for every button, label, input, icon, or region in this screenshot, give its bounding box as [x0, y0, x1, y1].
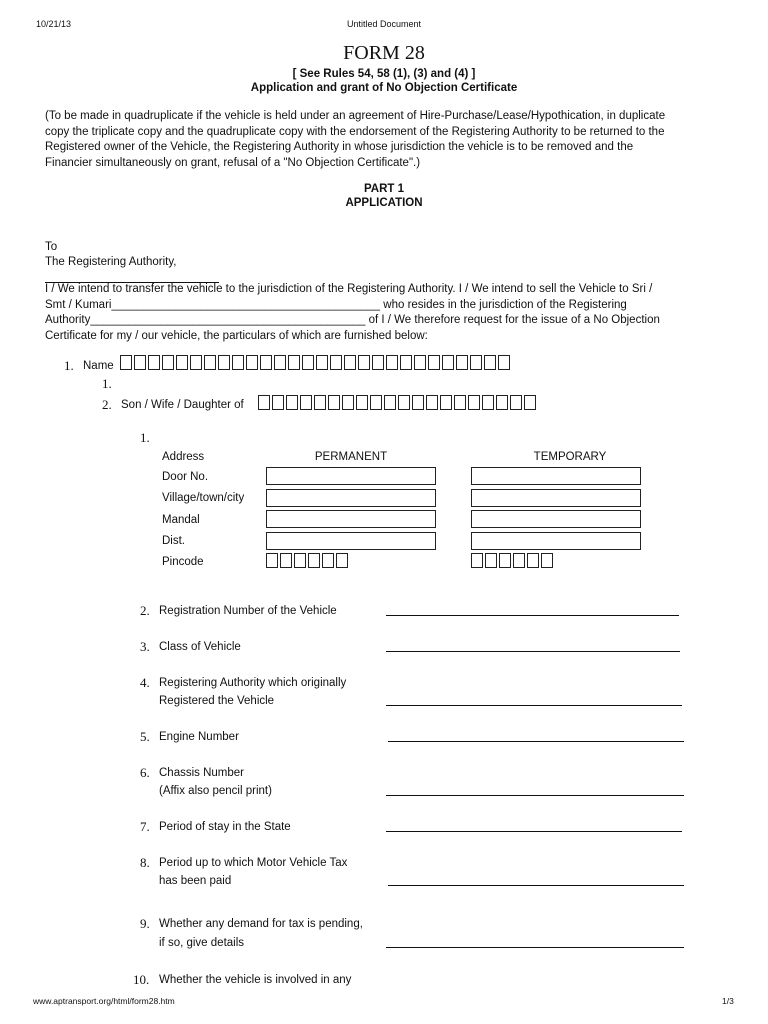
item-number: 3.: [140, 639, 150, 654]
item-number: 1.: [64, 358, 74, 373]
item-number: 2.: [102, 397, 112, 412]
authority-label: The Registering Authority,: [45, 256, 177, 268]
item-number: 4.: [140, 675, 150, 690]
body-line: Smt / Kumari__________________________________________ who resides in the jurisdiction of the Registering: [45, 298, 627, 311]
registration-number-line[interactable]: [386, 615, 679, 616]
item-number: 1.: [140, 430, 150, 445]
body-line: Certificate for my / our vehicle, the particulars of which are furnished below:: [45, 329, 428, 342]
address-label: Address: [162, 451, 205, 463]
permanent-mandal-field[interactable]: [266, 510, 436, 528]
engine-number-line[interactable]: [388, 741, 684, 742]
village-label: Village/town/city: [162, 492, 245, 504]
registering-authority-label-2: Registered the Vehicle: [159, 695, 275, 707]
part-title: APPLICATION: [345, 197, 423, 209]
period-of-stay-line[interactable]: [386, 831, 682, 832]
registering-authority-line[interactable]: [386, 705, 682, 706]
form-title: FORM 28: [343, 42, 425, 64]
door-no-label: Door No.: [162, 471, 209, 483]
temporary-pincode-boxes[interactable]: [471, 553, 555, 568]
intro-line: (To be made in quadruplicate if the vehicle is held under an agreement of Hire-Purchase/Lease/Hypothication, in duplicate: [45, 110, 666, 122]
item-number: 7.: [140, 819, 150, 834]
period-of-stay-label: Period of stay in the State: [159, 821, 291, 833]
intro-paragraph: [45, 109, 665, 171]
tax-paid-label: Period up to which Motor Vehicle Tax: [159, 857, 348, 869]
item-number: 1.: [102, 376, 112, 391]
item-number: 8.: [140, 855, 150, 870]
mandal-label: Mandal: [162, 514, 200, 526]
class-of-vehicle-label: Class of Vehicle: [159, 641, 241, 653]
temporary-mandal-field[interactable]: [471, 510, 641, 528]
body-paragraph: [45, 282, 660, 344]
print-date: 10/21/13: [36, 19, 72, 29]
print-doc-title: Untitled Document: [346, 19, 422, 29]
tax-paid-label-2: has been paid: [159, 875, 232, 887]
name-label: Name: [83, 360, 114, 372]
vehicle-involved-label: Whether the vehicle is involved in any: [159, 974, 352, 986]
intro-line: copy the triplicate copy and the quadruplicate copy with the endorsement of the Registering Authority to be returned to the: [45, 125, 665, 138]
permanent-door-no-field[interactable]: [266, 467, 436, 485]
form-rules: [ See Rules 54, 58 (1), (3) and (4) ]: [292, 68, 476, 80]
permanent-dist-field[interactable]: [266, 532, 436, 550]
body-line: Authority___________________________________________ of I / We therefore request for the issue of a No Objection: [45, 314, 660, 326]
tax-paid-line[interactable]: [388, 885, 684, 886]
temporary-village-field[interactable]: [471, 489, 641, 507]
item-number: 9.: [140, 916, 150, 931]
item-number: 6.: [140, 765, 150, 780]
intro-line: Registered owner of the Vehicle, the Registering Authority in whose jurisdiction the vehicle is to be removed and the: [45, 141, 634, 153]
pincode-label: Pincode: [162, 556, 204, 568]
temporary-door-no-field[interactable]: [471, 467, 641, 485]
temporary-dist-field[interactable]: [471, 532, 641, 550]
permanent-heading: PERMANENT: [314, 451, 388, 463]
registering-authority-label: Registering Authority which originally: [159, 677, 347, 689]
part-heading: PART 1: [363, 183, 405, 195]
relation-label: Son / Wife / Daughter of: [121, 399, 244, 411]
item-number: 10.: [133, 972, 150, 987]
item-number: 5.: [140, 729, 150, 744]
chassis-pencil-print-label: (Affix also pencil print): [159, 785, 272, 797]
intro-line: Financier simultaneously on grant, refusal of a "No Objection Certificate".): [45, 156, 421, 169]
registration-number-label: Registration Number of the Vehicle: [159, 605, 337, 617]
engine-number-label: Engine Number: [159, 731, 239, 743]
item-number: 2.: [140, 603, 150, 618]
tax-demand-line[interactable]: [386, 947, 684, 948]
body-line: I / We intend to transfer the vehicle to the jurisdiction of the Registering Authority. I / We intend to sell the Vehicle to Sri /: [45, 283, 653, 295]
tax-demand-label: Whether any demand for tax is pending,: [159, 918, 363, 930]
chassis-number-label: Chassis Number: [159, 767, 244, 779]
to-label: To: [45, 241, 58, 253]
permanent-village-field[interactable]: [266, 489, 436, 507]
chassis-number-line[interactable]: [386, 795, 684, 796]
name-char-boxes[interactable]: [120, 355, 512, 370]
relation-char-boxes[interactable]: [258, 395, 538, 410]
form-subtitle: Application and grant of No Objection Certificate: [250, 82, 518, 94]
class-of-vehicle-line[interactable]: [386, 651, 680, 652]
footer-page-number: 1/3: [722, 996, 734, 1006]
footer-url: www.aptransport.org/html/form28.htm: [33, 996, 175, 1006]
permanent-pincode-boxes[interactable]: [266, 553, 350, 568]
dist-label: Dist.: [162, 535, 185, 547]
temporary-heading: TEMPORARY: [533, 451, 607, 463]
tax-demand-label-2: if so, give details: [159, 937, 245, 949]
